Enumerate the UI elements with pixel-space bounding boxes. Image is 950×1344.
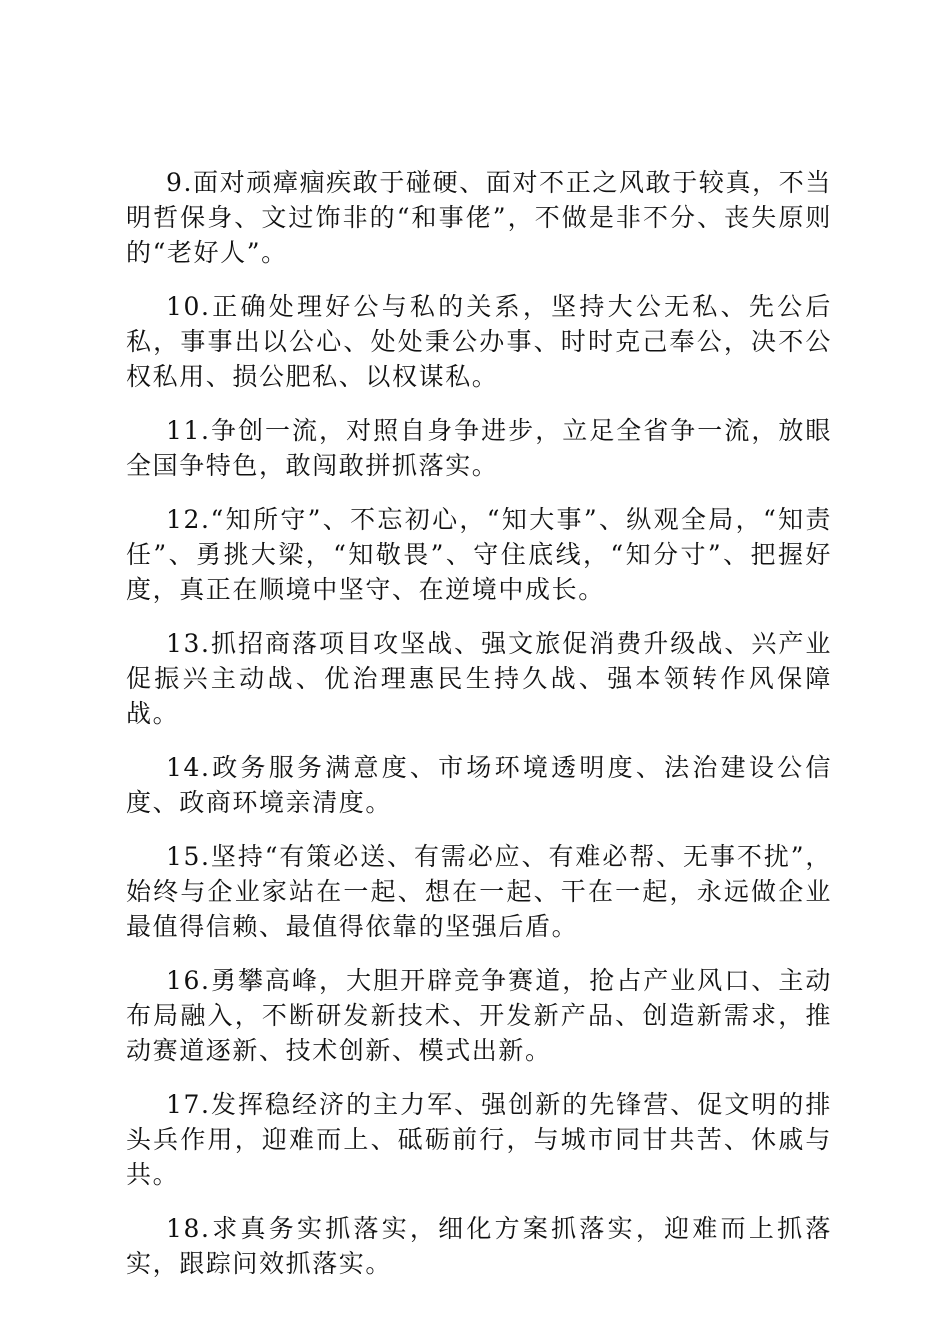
paragraph-11: 11.争创一流，对照自身争进步，立足全省争一流，放眼全国争特色，敢闯敢拼抓落实。 [126, 416, 832, 480]
paragraph-14: 14.政务服务满意度、市场环境透明度、法治建设公信度、政商环境亲清度。 [126, 753, 832, 817]
paragraph-15: 15.坚持“有策必送、有需必应、有难必帮、无事不扰”，始终与企业家站在一起、想在一起、干在一起，永远做企业最值得信赖、最值得依靠的坚强后盾。 [126, 842, 832, 941]
paragraph-17: 17.发挥稳经济的主力军、强创新的先锋营、促文明的排头兵作用，迎难而上、砥砺前行，与城市同甘共苦、休戚与共。 [126, 1090, 832, 1189]
paragraph-12: 12.“知所守”、不忘初心，“知大事”、纵观全局，“知责任”、勇挑大梁，“知敬畏”、守住底线，“知分寸”、把握好度，真正在顺境中坚守、在逆境中成长。 [126, 505, 832, 604]
paragraph-13: 13.抓招商落项目攻坚战、强文旅促消费升级战、兴产业促振兴主动战、优治理惠民生持久战、强本领转作风保障战。 [126, 629, 832, 728]
paragraph-18: 18.求真务实抓落实，细化方案抓落实，迎难而上抓落实，跟踪问效抓落实。 [126, 1214, 832, 1278]
paragraph-16: 16.勇攀高峰，大胆开辟竞争赛道，抢占产业风口、主动布局融入，不断研发新技术、开发新产品、创造新需求，推动赛道逐新、技术创新、模式出新。 [126, 966, 832, 1065]
paragraph-9: 9.面对顽瘴痼疾敢于碰硬、面对不正之风敢于较真，不当明哲保身、文过饰非的“和事佬”，不做是非不分、丧失原则的“老好人”。 [126, 168, 832, 267]
paragraph-10: 10.正确处理好公与私的关系，坚持大公无私、先公后私，事事出以公心、处处秉公办事、时时克己奉公，决不公权私用、损公肥私、以权谋私。 [126, 292, 832, 391]
document-body [126, 165, 832, 1300]
